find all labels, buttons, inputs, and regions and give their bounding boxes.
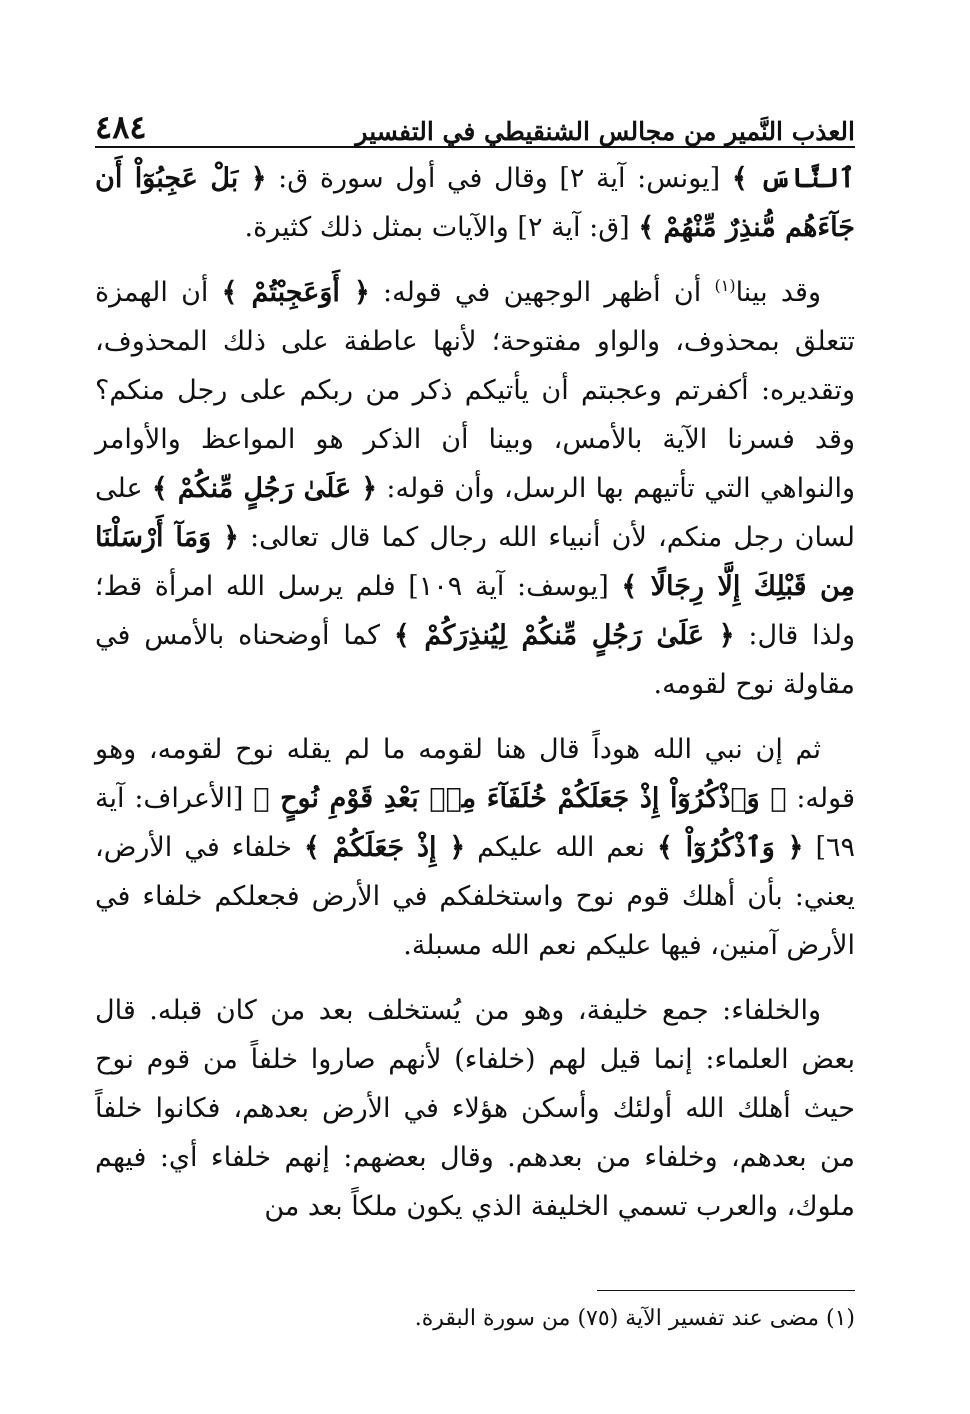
footnote-separator (597, 1290, 855, 1291)
paragraph-1 (95, 154, 855, 252)
text-span: نعم الله عليكم (465, 832, 657, 863)
text-span: كما أوضحناه بالأمس في مقاولة نوح لقومه. (95, 620, 855, 700)
page-number: ٤٨٤ (95, 108, 147, 146)
text-span: خلفاء في الأرض، يعني: بأن أهلك قوم نوح واستخلفكم في الأرض فجعلكم خلفاء في الأرض آمنين، فيها عليكم نعم الله مسبلة. (95, 832, 855, 961)
text-span: والخلفاء: جمع خليفة، وهو من يُستخلف بعد من كان قبله. قال بعض العلماء: إنما قيل لهم (خلفاء) لأنهم صاروا خلفاً من قوم نوح حيث أهلك الله أولئك وأسكن هؤلاء في الأرض بعدهم، فكانوا خلفاً من بعدهم، وخلفاء من بعدهم. وقال بعضهم: إنهم خلفاء أي: فيهم ملوك، والعرب تسمي الخليفة الذي يكون ملكاً بعد من (95, 995, 855, 1222)
text-span: ثم إن نبي الله هوداً قال هنا لقومه ما لم يقله نوح لقومه، وهو قوله: (95, 734, 855, 814)
main-text (95, 154, 855, 1231)
paragraph-4 (95, 986, 855, 1231)
paragraph-2 (95, 268, 855, 709)
quran-verse: ﴿ إِذْ جَعَلَكُمْ ﴾ (303, 832, 466, 863)
text-span: على لسان رجل منكم، لأن أنبياء الله رجال كما قال تعالى: (95, 473, 855, 553)
paragraph-3 (95, 725, 855, 970)
quran-verse: ﴿ أَوَعَجِبْتُمْ ﴾ (221, 277, 370, 308)
book-title: العذب النَّمير من مجالس الشنقيطي في التفسير (355, 117, 855, 146)
quran-verse: ﴿ عَلَىٰ رَجُلٍ مِّنكُمْ لِيُنذِرَكُمْ ﴾ (393, 620, 735, 651)
text-span: [يونس: آية ٢] وقال في أول سورة ق: (266, 163, 732, 194)
page (95, 108, 855, 1358)
footnote-marker: (١) (714, 276, 736, 295)
quran-verse: ﴿ وَمَآ أَرْسَلْنَا مِن قَبْلِكَ إِلَّا رِجَالًا ﴾ (95, 522, 856, 602)
text-span: وقد بينا (735, 277, 821, 308)
running-header (95, 108, 855, 148)
text-span: [ق: آية ٢] والآيات بمثل ذلك كثيرة. (244, 212, 639, 243)
quran-verse: ﴿ بَلْ عَجِبُوٓاْ أَن جَآءَهُم مُّنذِرٌ مِّنْهُمْ ﴾ (95, 163, 855, 243)
footnote: (١) مضى عند تفسير الآية (٧٥) من سورة البقرة. (414, 1306, 855, 1331)
text-span: [الأعراف: آية ٦٩] (95, 783, 855, 863)
text-span: أن الهمزة تتعلق بمحذوف، والواو مفتوحة؛ لأنها عاطفة على ذلك المحذوف، وتقديره: أكفرتم وعجبتم أن يأتيكم ذكر من ربكم على رجل منكم؟ وقد فسرنا الآية بالأمس، وبينا أن الذكر هو المواعظ والأوامر والنواهي التي تأتيهم بها الرسل، وأن قوله: (95, 277, 855, 504)
text-span: أن أظهر الوجهين في قوله: (369, 277, 715, 308)
quran-verse: ﴿ وَٱذْكُرُوٓاْ ﴾ (656, 832, 804, 863)
text-span: [يوسف: آية ١٠٩] فلم يرسل الله امرأة قط؛ ولذا قال: (95, 571, 855, 651)
quran-verse: ﴿ وَٱذْكُرُوٓاْ إِذْ جَعَلَكُمْ خُلَفَآءَ مِنۢ بَعْدِ قَوْمِ نُوحٍ ﴾ (253, 783, 787, 814)
quran-verse: ﴿ عَلَىٰ رَجُلٍ مِّنكُمْ ﴾ (151, 473, 378, 504)
quran-verse: ٱلنَّاسَ ﴾ (731, 163, 855, 194)
